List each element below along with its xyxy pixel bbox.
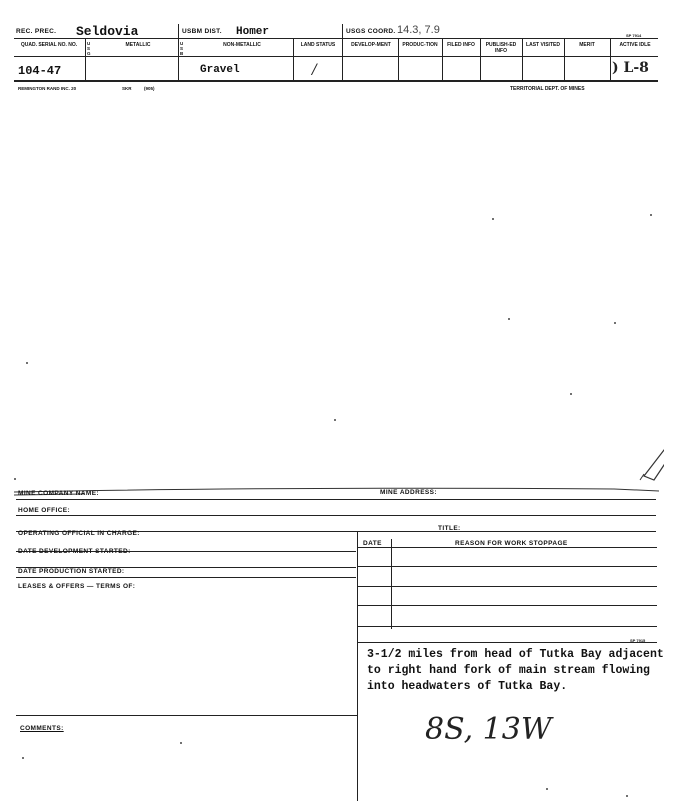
divider [178,24,179,82]
col-production: PRODUC-TION [402,42,438,48]
scan-speck [614,322,616,324]
printer-code-1: SKR [122,86,132,91]
divider [85,39,86,81]
stoppage-header-rule [357,547,657,548]
col-non-metallic: NON-METALLIC [223,42,261,48]
divider [293,39,294,81]
mine-company-label: MINE COMPANY NAME: [18,490,99,497]
col-last-visited: LAST VISITED [526,42,560,48]
printer-imprint: REMINGTON RAND INC. 20 [18,86,77,91]
stoppage-row-rule [357,642,657,643]
column-divider [391,539,392,629]
land-status-value: / [312,62,317,78]
usgs-coord-value: 14.3, 7.9 [397,24,440,36]
location-description [367,647,664,695]
department-imprint: TERRITORIAL DEPT. OF MINES [510,86,585,92]
scan-speck [22,757,24,759]
stoppage-row-rule [357,586,657,587]
rec-prec-label: REC. PREC. [16,28,57,35]
home-office-label: HOME OFFICE: [18,507,71,514]
col-usb: U S B [180,41,184,56]
comments-rule [16,715,357,716]
divider [342,24,343,82]
col-development: DEVELOP-MENT [351,42,391,48]
commodity-value: Gravel [200,64,240,76]
location-line-1: 3-1/2 miles from head of Tutka Bay adjacent [367,648,664,661]
usgs-coord-label: USGS COORD. [346,28,396,35]
row-rule [16,515,656,516]
row-rule [16,577,356,578]
date-development-label: DATE DEVELOPMENT STARTED: [18,548,131,555]
form-number-bottom: SP 7915 [630,638,646,643]
scan-speck [650,214,652,216]
col-quad-serial: QUAD. SERIAL NO. NO. [20,42,78,48]
stoppage-reason-header: REASON FOR WORK STOPPAGE [455,540,568,547]
usbm-dist-label: USBM DIST. [182,28,222,35]
divider [610,39,611,81]
col-land-status: LAND STATUS [300,42,336,48]
form-number-top: SP 7914 [626,33,642,38]
location-line-3: into headwaters of Tutka Bay. [367,680,568,693]
col-merit: MERIT [579,42,595,48]
printer-code-2: (905) [144,86,155,91]
active-idle-value: ) L-8 [612,60,649,76]
stoppage-row-rule [357,605,657,606]
scan-speck [180,742,182,744]
col-usg: U S G [87,41,91,56]
location-line-2: to right hand fork of main stream flowing [367,664,650,677]
leases-offers-label: LEASES & OFFERS — TERMS OF: [18,583,136,590]
scan-speck [492,218,494,220]
column-divider [357,531,358,801]
scan-speck [546,788,548,790]
handwritten-coordinates: 8S, 13W [425,712,552,747]
col-filed-info: FILED INFO [447,42,475,48]
stoppage-row-rule [357,626,657,627]
col-published-info: PUBLISH-ED INFO [485,42,517,54]
scan-speck [626,795,628,797]
scan-speck [26,362,28,364]
divider [564,39,565,81]
rec-prec-value: Seldovia [76,24,139,39]
row-rule [16,499,656,500]
comments-label: COMMENTS: [20,725,64,732]
scan-speck [334,419,336,421]
title-label: TITLE: [438,525,461,532]
stoppage-date-header: DATE [363,540,382,547]
stoppage-row-rule [357,566,657,567]
operating-official-label: OPERATING OFFICIAL IN CHARGE: [18,530,140,537]
card-top-edge [14,440,664,500]
scan-speck [508,318,510,320]
divider [398,39,399,81]
col-metallic: METALLIC [125,42,151,48]
col-active-idle: ACTIVE IDLE [619,42,651,48]
mine-address-label: MINE ADDRESS: [380,489,437,496]
quad-serial-value: 104-47 [18,64,62,78]
header-rule [14,56,658,57]
scan-speck [570,393,572,395]
usbm-dist-value: Homer [236,26,270,38]
row-bottom-rule [14,80,658,82]
date-production-label: DATE PRODUCTION STARTED: [18,568,125,575]
